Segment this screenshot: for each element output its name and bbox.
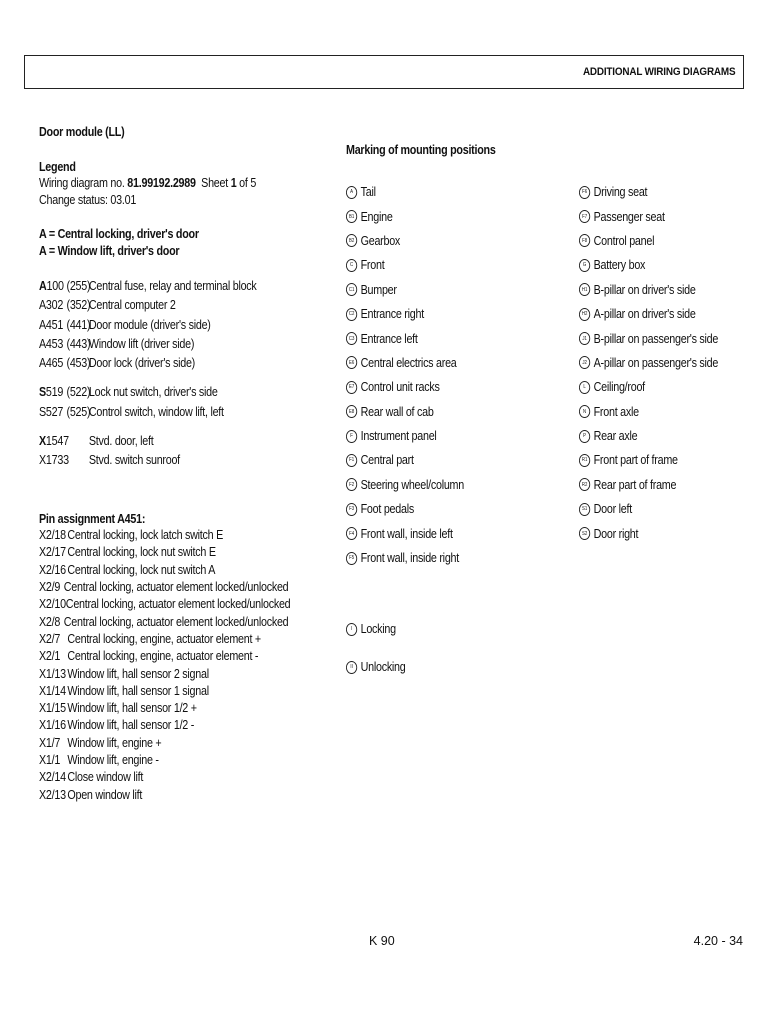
pin-desc: Window lift, hall sensor 1/2 +: [67, 701, 197, 716]
sheet-total: of 5: [236, 176, 257, 190]
position-mark-icon: J2: [579, 356, 590, 369]
mounting-label: Engine: [360, 209, 393, 224]
mounting-label: Front part of frame: [593, 453, 678, 468]
mounting-item: [346, 400, 518, 424]
component-row: [39, 277, 288, 296]
pin-desc: Central locking, actuator element locked/unlocked: [63, 580, 289, 595]
pin-code: X1/1: [39, 753, 61, 768]
position-mark-icon: R1: [579, 454, 590, 467]
pin-row: [39, 769, 288, 786]
pin-row: [39, 631, 288, 648]
mounting-item: [579, 278, 751, 302]
mounting-item: [346, 375, 518, 399]
component-row: [39, 354, 288, 373]
mounting-label: Ceiling/roof: [593, 380, 645, 395]
left-column: [39, 124, 329, 804]
lock-mark-icon: II: [346, 661, 357, 674]
pin-code: X2/17: [39, 545, 66, 560]
sheet-label: Sheet: [201, 176, 231, 190]
mounting-item: [579, 521, 751, 545]
header-box: [24, 55, 744, 89]
mounting-label: Rear part of frame: [593, 477, 677, 492]
mounting-item: [346, 253, 518, 277]
component-row: [39, 296, 288, 315]
mounting-item: [346, 497, 518, 521]
component-ref: (255): [66, 279, 91, 293]
mounting-item: [579, 497, 751, 521]
component-row: [39, 316, 288, 335]
component-desc: Door lock (driver's side): [88, 356, 195, 371]
pin-code: X2/13: [39, 787, 66, 802]
lock-marks: [346, 610, 546, 686]
component-number: 1547: [45, 434, 69, 449]
pin-row: [39, 544, 288, 561]
mounting-item: [346, 351, 518, 375]
position-mark-icon: N: [579, 405, 590, 418]
mounting-item: [346, 326, 518, 350]
pin-row: [39, 735, 288, 752]
mounting-item: [346, 204, 518, 228]
pin-row: [39, 527, 288, 544]
component-number: A302: [39, 298, 64, 313]
lock-mark-label: Unlocking: [360, 660, 406, 674]
mounting-item: [346, 448, 518, 472]
pin-desc: Close window lift: [67, 770, 144, 785]
mounting-item: [579, 180, 751, 204]
component-desc: Stvd. door, left: [88, 434, 154, 449]
pin-desc: Open window lift: [67, 787, 143, 802]
position-mark-icon: S1: [579, 503, 590, 516]
pin-code: X2/8: [39, 614, 61, 629]
pin-desc: Window lift, hall sensor 2 signal: [67, 666, 209, 681]
position-mark-icon: F8: [579, 234, 590, 247]
position-mark-icon: B2: [346, 234, 357, 247]
diagram-prefix: Wiring diagram no.: [39, 176, 128, 190]
pin-row: [39, 579, 288, 596]
mounting-item: [346, 180, 518, 204]
diagram-number: 81.99192.2989: [127, 176, 196, 190]
mounting-label: Front axle: [593, 404, 639, 419]
pin-row: [39, 683, 288, 700]
mounting-item: [579, 448, 751, 472]
definition-central-locking: A = Central locking, driver's door: [39, 227, 199, 241]
component-row: [39, 451, 288, 470]
mounting-heading: Marking of mounting positions: [346, 143, 496, 157]
component-list-x: [39, 432, 329, 471]
position-mark-icon: F2: [346, 478, 357, 491]
header-title: ADDITIONAL WIRING DIAGRAMS: [582, 66, 735, 78]
mounting-label: Battery box: [593, 258, 646, 273]
pin-row: [39, 752, 288, 769]
component-number: A453: [39, 336, 64, 351]
position-mark-icon: C2: [346, 308, 357, 321]
definition-window-lift: A = Window lift, driver's door: [39, 243, 180, 258]
mounting-item: [346, 424, 518, 448]
mounting-label: Front wall, inside right: [360, 551, 459, 566]
pin-desc: Central locking, engine, actuator element -: [67, 649, 259, 664]
mounting-label: Front: [360, 258, 385, 273]
pin-code: X2/9: [39, 580, 61, 595]
component-row: [39, 403, 288, 422]
component-number: A451: [39, 317, 64, 332]
mounting-item: [579, 253, 751, 277]
pin-desc: Window lift, engine -: [67, 753, 159, 768]
module-title: Door module (LL): [39, 125, 125, 139]
mounting-label: Rear axle: [593, 429, 638, 444]
pin-row: [39, 614, 288, 631]
mounting-label: Driving seat: [593, 185, 648, 200]
position-mark-icon: H1: [579, 283, 590, 296]
pin-assignment-heading: Pin assignment A451:: [39, 511, 146, 526]
component-desc: Door module (driver's side): [88, 317, 211, 332]
position-mark-icon: C3: [346, 332, 357, 345]
pin-code: X1/15: [39, 701, 66, 716]
mounting-label: A-pillar on driver's side: [593, 307, 696, 322]
component-desc: Lock nut switch, driver's side: [88, 385, 218, 400]
position-mark-icon: J1: [579, 332, 590, 345]
pin-assignment-list: [39, 527, 329, 804]
change-status: Change status: 03.01: [39, 192, 137, 207]
lock-mark-item: [346, 610, 518, 648]
pin-row: [39, 666, 288, 683]
pin-code: X2/18: [39, 528, 66, 543]
mounting-label: Entrance right: [360, 307, 424, 322]
pin-row: [39, 648, 288, 665]
mounting-label: A-pillar on passenger's side: [593, 355, 719, 370]
mounting-label: Central electrics area: [360, 355, 457, 370]
mounting-item: [346, 229, 518, 253]
position-mark-icon: F5: [346, 552, 357, 565]
footer-page-number: 4.20 - 34: [693, 934, 743, 948]
lock-mark-item: [346, 648, 518, 686]
pin-code: X2/10: [39, 597, 66, 612]
position-mark-icon: F7: [579, 210, 590, 223]
component-number: 519: [45, 385, 64, 400]
component-number: A465: [39, 356, 64, 371]
component-desc: Central computer 2: [88, 298, 176, 313]
component-ref: (453): [66, 356, 91, 371]
pin-code: X2/1: [39, 649, 61, 664]
position-mark-icon: E7: [346, 381, 357, 394]
position-mark-icon: R2: [579, 478, 590, 491]
component-desc: Window lift (driver side): [88, 336, 195, 351]
pin-desc: Central locking, lock nut switch E: [67, 545, 216, 560]
mounting-label: Control unit racks: [360, 380, 440, 395]
mounting-label: B-pillar on driver's side: [593, 282, 696, 297]
component-ref: (443): [66, 336, 91, 351]
mounting-label: Foot pedals: [360, 502, 414, 517]
pin-code: X2/16: [39, 562, 66, 577]
position-mark-icon: E6: [346, 356, 357, 369]
mounting-item: [579, 424, 751, 448]
pin-code: X2/7: [39, 631, 61, 646]
pin-desc: Window lift, hall sensor 1 signal: [67, 683, 209, 698]
wiring-diagram-line: [39, 175, 288, 192]
position-mark-icon: E8: [346, 405, 357, 418]
component-list-s: [39, 383, 329, 422]
mounting-item: [579, 400, 751, 424]
pin-row: [39, 717, 288, 734]
pin-desc: Window lift, engine +: [67, 735, 162, 750]
pin-desc: Central locking, actuator element locked/unlocked: [63, 614, 289, 629]
component-prefix: X: [39, 434, 46, 449]
position-mark-icon: F4: [346, 527, 357, 540]
pin-desc: Central locking, lock nut switch A: [67, 562, 216, 577]
position-mark-icon: H2: [579, 308, 590, 321]
mounting-item: [346, 473, 518, 497]
pin-desc: Central locking, engine, actuator element +: [67, 631, 261, 646]
component-number: X1733: [39, 453, 69, 468]
pin-code: X2/14: [39, 770, 66, 785]
mounting-item: [579, 302, 751, 326]
footer-page-code: K 90: [369, 934, 395, 948]
lock-mark-label: Locking: [360, 622, 396, 636]
mounting-column-b: [579, 180, 768, 546]
pin-code: X1/14: [39, 683, 66, 698]
component-desc: Stvd. switch sunroof: [88, 453, 180, 468]
mounting-item: [579, 473, 751, 497]
mounting-item: [346, 302, 518, 326]
component-desc: Central fuse, relay and terminal block: [88, 279, 257, 293]
pin-code: X1/13: [39, 666, 66, 681]
pin-row: [39, 596, 291, 613]
pin-row: [39, 787, 288, 804]
component-ref: (441): [66, 317, 91, 332]
position-mark-icon: A: [346, 186, 357, 199]
mounting-item: [346, 546, 518, 570]
mounting-label: Bumper: [360, 282, 397, 297]
mounting-item: [579, 375, 751, 399]
sheet-number: 1: [230, 176, 237, 190]
component-ref: (522): [66, 385, 91, 400]
position-mark-icon: S2: [579, 527, 590, 540]
mounting-label: Gearbox: [360, 233, 401, 248]
component-row: [39, 383, 288, 402]
mounting-label: Rear wall of cab: [360, 404, 434, 419]
mounting-item: [346, 521, 518, 545]
mounting-item: [579, 204, 751, 228]
component-row: [39, 335, 288, 354]
mounting-label: Steering wheel/column: [360, 477, 464, 492]
position-mark-icon: F1: [346, 454, 357, 467]
component-desc: Control switch, window lift, left: [88, 404, 224, 419]
position-mark-icon: L: [579, 381, 590, 394]
mounting-label: Passenger seat: [593, 209, 665, 224]
position-mark-icon: F3: [346, 503, 357, 516]
pin-code: X1/16: [39, 718, 66, 733]
mounting-label: Entrance left: [360, 331, 418, 346]
position-mark-icon: F: [346, 430, 357, 443]
pin-row: [39, 700, 288, 717]
mounting-label: Door right: [593, 526, 639, 541]
component-number: S527: [39, 404, 64, 419]
component-prefix: A: [39, 279, 47, 293]
mounting-column-a: [346, 180, 546, 570]
mounting-label: B-pillar on passenger's side: [593, 331, 719, 346]
component-ref: (525): [66, 404, 91, 419]
mounting-label: Front wall, inside left: [360, 526, 453, 541]
mounting-label: Door left: [593, 502, 632, 517]
pin-desc: Central locking, actuator element locked/unlocked: [65, 597, 291, 612]
component-list-a: [39, 277, 329, 373]
mounting-label: Control panel: [593, 233, 655, 248]
pin-desc: Window lift, hall sensor 1/2 -: [67, 718, 195, 733]
pin-row: [39, 562, 288, 579]
component-ref: (352): [66, 298, 91, 313]
pin-desc: Central locking, lock latch switch E: [67, 528, 223, 543]
position-mark-icon: B1: [346, 210, 357, 223]
position-mark-icon: C: [346, 259, 357, 272]
mounting-item: [346, 278, 518, 302]
mounting-label: Tail: [360, 185, 376, 200]
position-mark-icon: P: [579, 430, 590, 443]
position-mark-icon: F6: [579, 186, 590, 199]
mounting-item: [579, 326, 751, 350]
position-mark-icon: C1: [346, 283, 357, 296]
mounting-item: [579, 229, 751, 253]
pin-code: X1/7: [39, 735, 61, 750]
mounting-label: Instrument panel: [360, 429, 437, 444]
mounting-item: [579, 351, 751, 375]
legend-heading: Legend: [39, 159, 76, 174]
mounting-label: Central part: [360, 453, 414, 468]
component-number: 100: [46, 279, 64, 293]
component-row: [39, 432, 288, 451]
component-prefix: S: [39, 385, 46, 400]
position-mark-icon: G: [579, 259, 590, 272]
lock-mark-icon: I: [346, 623, 357, 636]
